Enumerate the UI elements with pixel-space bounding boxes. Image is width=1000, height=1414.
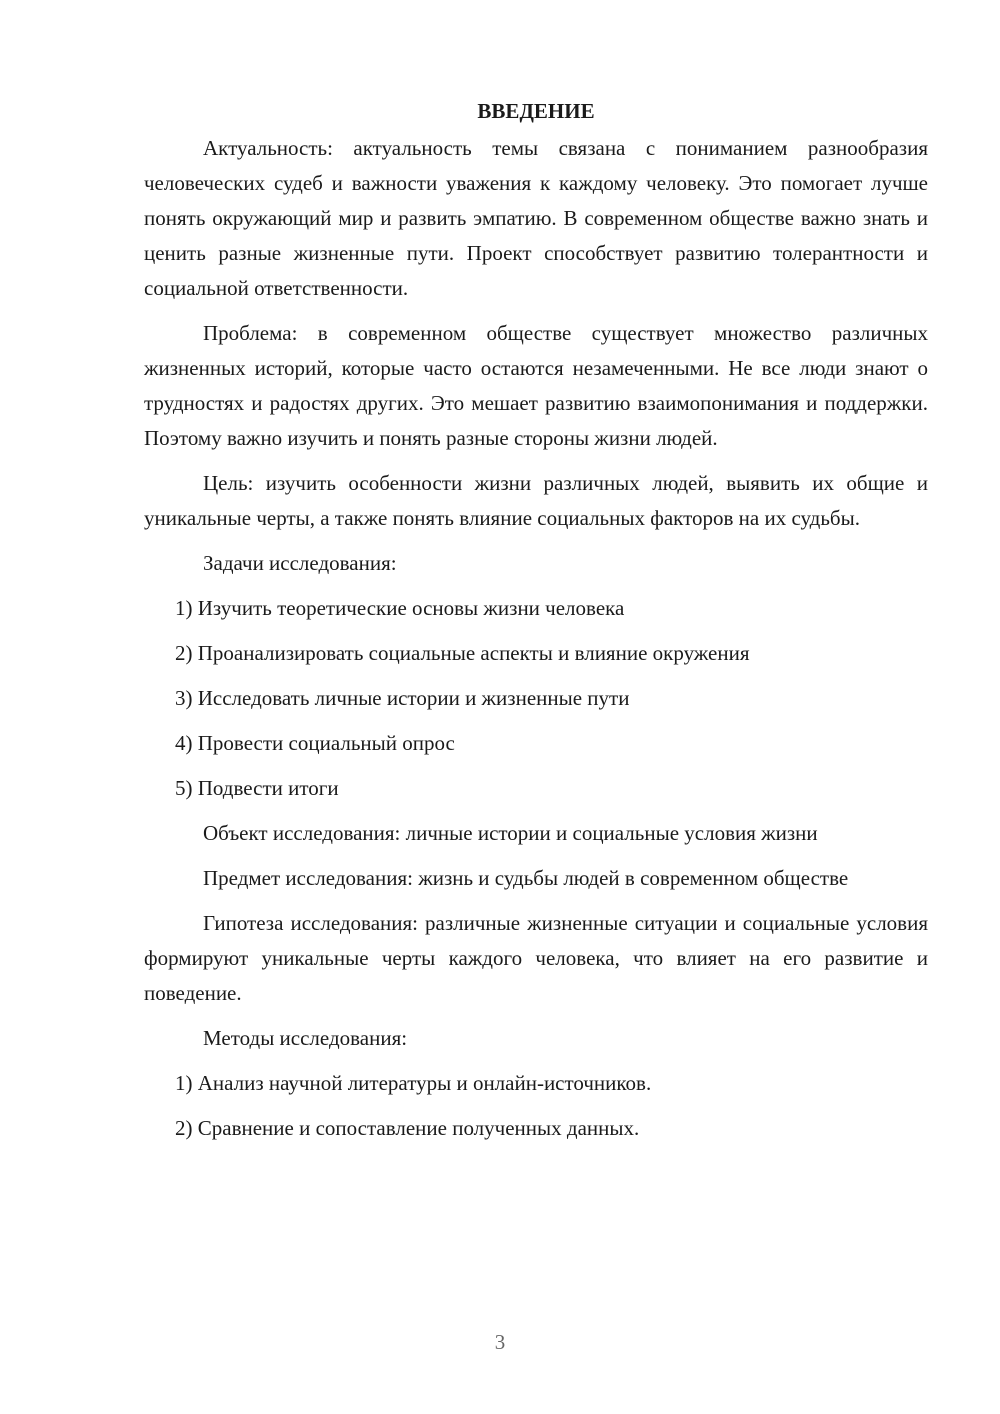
- list-item: 5) Подвести итоги: [175, 776, 339, 800]
- document-page: [144, 94, 928, 1156]
- object-paragraph: Объект исследования: личные истории и социальные условия жизни: [203, 821, 818, 845]
- list-item: 4) Провести социальный опрос: [175, 731, 455, 755]
- methods-list: [144, 1066, 928, 1146]
- list-item: 1) Изучить теоретические основы жизни человека: [175, 596, 625, 620]
- problem-paragraph: Проблема: в современном обществе существует множество различных жизненных историй, которые часто остаются незамеченными. Не все люди знают о трудностях и радостях других. Это мешает развитию взаимопонимания и поддержки. Поэтому важно изучить и понять разные стороны жизни людей.: [144, 321, 928, 450]
- section-title: ВВЕДЕНИЕ: [477, 99, 595, 123]
- methods-heading: Методы исследования:: [203, 1026, 408, 1050]
- page-number: 3: [494, 1330, 506, 1354]
- list-item: 3) Исследовать личные истории и жизненные пути: [175, 686, 630, 710]
- relevance-paragraph: Актуальность: актуальность темы связана с пониманием разнообразия человеческих судеб и важности уважения к каждому человеку. Это помогает лучше понять окружающий мир и развить эмпатию. В современном обществе важно знать и ценить разные жизненные пути. Проект способствует развитию толерантности и социальной ответственности.: [144, 136, 928, 300]
- list-item: 1) Анализ научной литературы и онлайн-источников.: [175, 1071, 652, 1095]
- goal-paragraph: Цель: изучить особенности жизни различных людей, выявить их общие и уникальные черты, а также понять влияние социальных факторов на их судьбы.: [144, 471, 928, 530]
- subject-paragraph: Предмет исследования: жизнь и судьбы людей в современном обществе: [203, 866, 849, 890]
- list-item: 2) Проанализировать социальные аспекты и влияние окружения: [175, 641, 750, 665]
- tasks-heading: Задачи исследования:: [203, 551, 397, 575]
- hypothesis-paragraph: Гипотеза исследования: различные жизненные ситуации и социальные условия формируют уникальные черты каждого человека, что влияет на его развитие и поведение.: [144, 911, 928, 1005]
- tasks-list: [144, 591, 928, 806]
- list-item: 2) Сравнение и сопоставление полученных данных.: [175, 1116, 640, 1140]
